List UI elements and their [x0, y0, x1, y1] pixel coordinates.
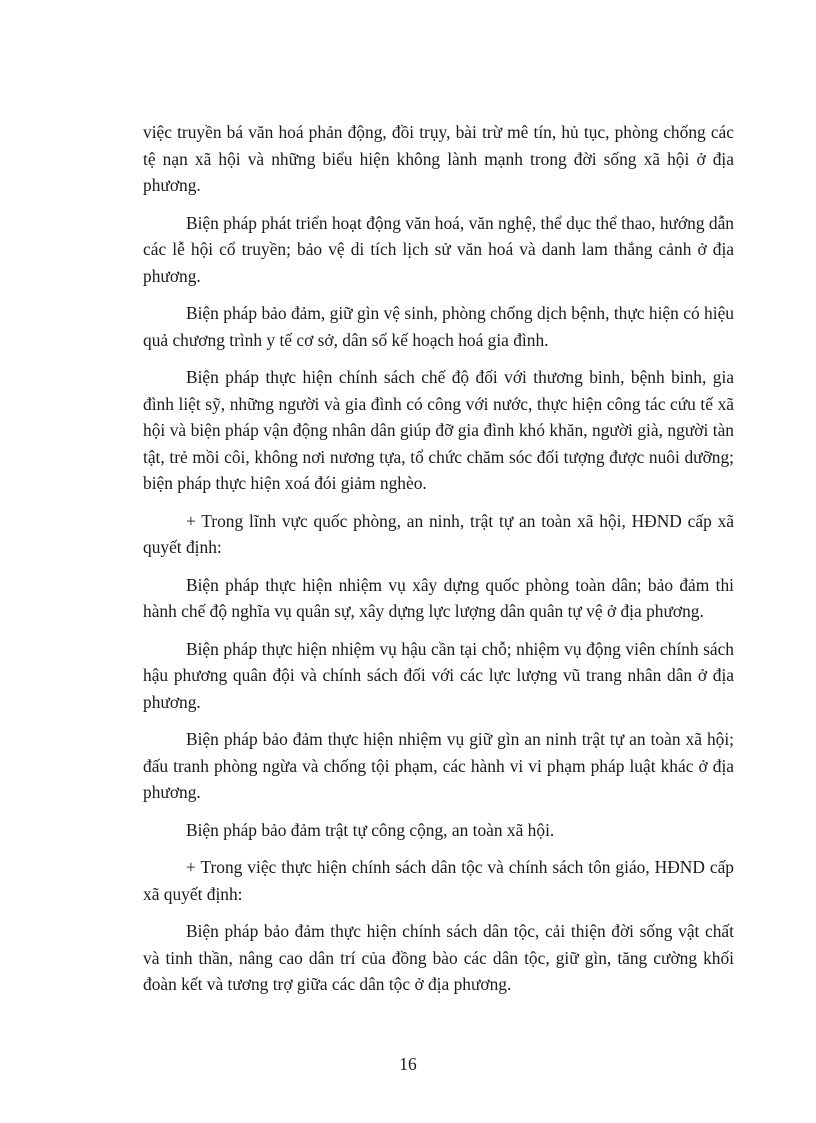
page-body [143, 119, 734, 1009]
paragraph-1: việc truyền bá văn hoá phản động, đồi trụy, bài trừ mê tín, hủ tục, phòng chống các tệ nạn xã hội và những biểu hiện không lành mạnh trong đời sống xã hội ở địa phương. [143, 122, 734, 195]
paragraph-2: Biện pháp phát triển hoạt động văn hoá, văn nghệ, thể dục thể thao, hướng dẫn các lễ hội cổ truyền; bảo vệ di tích lịch sử văn hoá và danh lam thắng cảnh ở địa phương. [143, 212, 734, 286]
paragraph-9: Biện pháp bảo đảm trật tự công cộng, an toàn xã hội. [186, 819, 555, 840]
paragraph-10: + Trong việc thực hiện chính sách dân tộc và chính sách tôn giáo, HĐND cấp xã quyết định: [143, 857, 734, 904]
paragraph-11: Biện pháp bảo đảm thực hiện chính sách dân tộc, cải thiện đời sống vật chất và tinh thần, nâng cao dân trí của đồng bào các dân tộc, giữ gìn, tăng cường khối đoàn kết và tương trợ giữa các dân tộc ở địa phương. [143, 921, 734, 994]
paragraph-5: + Trong lĩnh vực quốc phòng, an ninh, trật tự an toàn xã hội, HĐND cấp xã quyết định: [143, 510, 734, 557]
paragraph-6: Biện pháp thực hiện nhiệm vụ xây dựng quốc phòng toàn dân; bảo đảm thi hành chế độ nghĩa vụ quân sự, xây dựng lực lượng dân quân tự vệ ở địa phương. [143, 574, 734, 621]
paragraph-7: Biện pháp thực hiện nhiệm vụ hậu cần tại chỗ; nhiệm vụ động viên chính sách hậu phương quân đội và chính sách đối với các lực lượng vũ trang nhân dân ở địa phương. [143, 638, 734, 712]
paragraph-8: Biện pháp bảo đảm thực hiện nhiệm vụ giữ gìn an ninh trật tự an toàn xã hội; đấu tranh phòng ngừa và chống tội phạm, các hành vi vi phạm pháp luật khác ở địa phương. [143, 729, 734, 802]
page-number: 16 [399, 1054, 417, 1074]
paragraph-3: Biện pháp bảo đảm, giữ gìn vệ sinh, phòng chống dịch bệnh, thực hiện có hiệu quả chương trình y tế cơ sở, dân số kế hoạch hoá gia đình. [143, 303, 734, 350]
paragraph-4: Biện pháp thực hiện chính sách chế độ đối với thương binh, bệnh binh, gia đình liệt sỹ, những người và gia đình có công với nước, thực hiện công tác cứu tế xã hội và biện pháp vận động nhân dân giúp đỡ gia đình khó khăn, người già, người tàn tật, trẻ mồi côi, không nơi nương tựa, tổ chức chăm sóc đối tượng được nuôi dưỡng; biện pháp thực hiện xoá đói giảm nghèo. [143, 367, 734, 493]
